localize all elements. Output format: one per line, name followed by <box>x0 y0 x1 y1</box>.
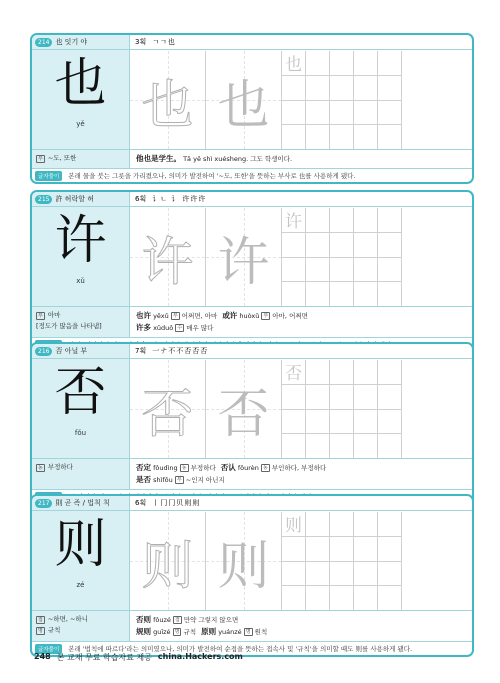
practice-cell[interactable] <box>330 360 353 385</box>
trace-char: 则 <box>141 536 194 597</box>
stroke-order: ㄱㄱ也 <box>152 38 176 46</box>
practice-cell[interactable] <box>354 410 377 435</box>
practice-cell[interactable] <box>282 282 305 306</box>
definition <box>36 614 125 625</box>
char-number-badge: 214 <box>35 38 52 47</box>
practice-cell[interactable] <box>282 101 305 126</box>
practice-cell[interactable] <box>330 208 353 233</box>
hanzi-card <box>30 342 474 505</box>
pos-tag: 동 <box>181 465 187 471</box>
practice-cell[interactable] <box>282 434 305 458</box>
practice-column[interactable] <box>378 208 402 306</box>
practice-cell[interactable] <box>306 258 329 283</box>
practice-cell[interactable] <box>282 360 305 385</box>
practice-cell[interactable] <box>330 233 353 258</box>
practice-cell[interactable] <box>330 410 353 435</box>
char-panel <box>32 35 130 149</box>
trace-cell[interactable] <box>206 208 282 306</box>
practice-cell[interactable] <box>306 101 329 126</box>
example-gloss: ~인지 아닌지 <box>185 476 225 484</box>
definition-text: 아마 <box>47 311 61 319</box>
definition-text: 규칙 <box>47 626 61 634</box>
practice-column[interactable] <box>306 360 330 458</box>
page-footer <box>34 652 243 663</box>
example <box>136 614 238 626</box>
example-line <box>136 614 466 626</box>
trace-char: 也 <box>141 75 194 136</box>
example-word: 他也是学生。 <box>136 154 181 163</box>
practice-cell[interactable] <box>306 410 329 435</box>
practice-column[interactable] <box>354 360 378 458</box>
practice-cell[interactable] <box>306 208 329 233</box>
example-line <box>136 153 466 165</box>
pos-tag: 동 <box>262 465 268 471</box>
practice-cell[interactable] <box>354 233 377 258</box>
example-gloss: 매우 많다 <box>186 324 214 332</box>
trace-cell[interactable] <box>130 208 206 306</box>
example-word: 许多 <box>136 323 151 332</box>
example-word: 或许 <box>222 311 238 320</box>
examples <box>130 459 472 489</box>
trace-char: 许 <box>217 232 270 293</box>
pos-tag: 접 <box>174 617 180 623</box>
practice-cell[interactable] <box>306 51 329 76</box>
example-pinyin: Tā yě shì xuésheng. <box>183 155 249 163</box>
stroke-count: 6획 <box>135 499 147 507</box>
pos-tag: 부 <box>172 313 178 319</box>
practice-cell[interactable] <box>306 76 329 101</box>
practice-column[interactable] <box>330 512 354 610</box>
example-gloss: 규칙 <box>183 628 197 636</box>
trace-cell[interactable] <box>130 512 206 610</box>
char-panel <box>32 192 130 306</box>
pinyin: yě <box>76 120 85 128</box>
practice-cell[interactable] <box>354 282 377 306</box>
example-pinyin: yěxǔ <box>153 312 169 320</box>
trace-char: 也 <box>217 75 270 136</box>
practice-cell[interactable] <box>306 537 329 562</box>
trace-char: 则 <box>285 516 302 537</box>
example-gloss: 만약 그렇지 않으면 <box>183 616 239 624</box>
practice-column[interactable] <box>306 208 330 306</box>
example-gloss: 부인하다, 부정하다 <box>271 464 327 472</box>
practice-column[interactable] <box>354 51 378 149</box>
practice-cell[interactable] <box>354 208 377 233</box>
trace-char: 许 <box>285 212 302 233</box>
practice-cell[interactable] <box>282 586 305 610</box>
main-character: 否 <box>54 363 107 423</box>
practice-cell[interactable] <box>354 385 377 410</box>
practice-cell[interactable] <box>282 410 305 435</box>
practice-cell[interactable] <box>282 258 305 283</box>
etymology-note <box>32 168 472 182</box>
practice-cell[interactable] <box>378 410 401 435</box>
example-pinyin: yuánzé <box>218 628 242 636</box>
practice-cell[interactable] <box>306 233 329 258</box>
example-line <box>136 474 466 486</box>
practice-cell[interactable] <box>354 360 377 385</box>
practice-column[interactable] <box>354 512 378 610</box>
definitions <box>32 307 130 337</box>
hanzi-card <box>30 494 474 657</box>
pos-tag: 명 <box>174 629 180 635</box>
practice-column[interactable] <box>282 208 306 306</box>
example-line <box>136 310 466 322</box>
practice-cell[interactable] <box>378 586 401 610</box>
writing-practice <box>130 35 472 149</box>
example-gloss: 아마, 어쩌면 <box>272 312 308 320</box>
practice-cell[interactable] <box>354 101 377 126</box>
practice-cell[interactable] <box>354 537 377 562</box>
example <box>136 474 225 486</box>
main-character: 也 <box>54 54 107 114</box>
practice-column[interactable] <box>330 208 354 306</box>
example-word: 规则 <box>136 627 151 636</box>
example-line <box>136 462 466 474</box>
pos-tag: 명 <box>245 629 251 635</box>
practice-cell[interactable] <box>354 586 377 610</box>
definition-text: 부정하다 <box>47 463 73 471</box>
definition <box>36 310 125 321</box>
practice-cell[interactable] <box>378 258 401 283</box>
example-word: 否认 <box>220 463 236 472</box>
practice-cell[interactable] <box>306 360 329 385</box>
main-character: 许 <box>54 211 107 271</box>
trace-char: 许 <box>141 232 194 293</box>
definition-text: ~하면, ~하니 <box>47 615 88 623</box>
pos-tag: 부 <box>38 312 43 319</box>
trace-cell[interactable] <box>206 512 282 610</box>
example-word: 是否 <box>136 475 151 484</box>
definition <box>36 153 125 164</box>
example <box>222 310 308 322</box>
definitions <box>32 611 130 641</box>
example-pinyin: guīzé <box>153 628 171 636</box>
example <box>136 322 213 334</box>
pinyin: xǔ <box>76 277 85 285</box>
practice-column[interactable] <box>378 360 402 458</box>
example-line <box>136 322 466 334</box>
pos-tag: 수 <box>177 325 183 331</box>
practice-cell[interactable] <box>354 76 377 101</box>
definition-text: ~도, 또한 <box>47 154 77 162</box>
practice-cell[interactable] <box>330 125 353 149</box>
trace-char: 否 <box>285 364 302 385</box>
example <box>136 153 292 165</box>
stroke-order: 一ナ不不否否否 <box>152 347 209 355</box>
stroke-count: 3획 <box>135 38 147 46</box>
practice-cell[interactable] <box>330 101 353 126</box>
stroke-count: 7획 <box>135 347 147 355</box>
example-word: 原则 <box>201 627 217 636</box>
practice-cell[interactable] <box>378 51 401 76</box>
definitions <box>32 150 130 168</box>
practice-cell[interactable] <box>354 51 377 76</box>
practice-cell[interactable] <box>378 537 401 562</box>
practice-cell[interactable] <box>378 360 401 385</box>
pos-tag: 명 <box>38 627 43 634</box>
stroke-count: 6획 <box>135 195 147 203</box>
example-word: 否则 <box>136 615 151 624</box>
practice-cell[interactable] <box>306 562 329 587</box>
example-word: 否定 <box>136 463 151 472</box>
pos-tag: 접 <box>38 616 43 623</box>
practice-cell[interactable] <box>330 537 353 562</box>
practice-column[interactable] <box>378 512 402 610</box>
note-text: 본래 '법칙에 따르다'라는 의미였으나, 의미가 발전하여 순접을 뜻하는 접속사 및 '규칙'을 의미할 때도 则를 사용하게 됐다. <box>68 645 413 653</box>
practice-column[interactable] <box>282 51 306 149</box>
practice-cell[interactable] <box>354 258 377 283</box>
trace-char: 否 <box>141 384 194 445</box>
practice-cell[interactable] <box>282 208 305 233</box>
practice-cell[interactable] <box>378 101 401 126</box>
note-text: 본래 물을 붓는 그릇을 가리켰으나, 의미가 발전하여 '~도, 또한'을 뜻하는 부사로 也를 사용하게 됐다. <box>68 172 356 180</box>
practice-cell[interactable] <box>378 208 401 233</box>
practice-cell[interactable] <box>378 282 401 306</box>
trace-cell[interactable] <box>130 51 206 149</box>
practice-cell[interactable] <box>378 76 401 101</box>
practice-column[interactable] <box>282 512 306 610</box>
practice-cell[interactable] <box>282 76 305 101</box>
example <box>136 310 217 322</box>
footer-url[interactable]: china.Hackers.com <box>157 652 243 661</box>
example-pinyin: shìfǒu <box>153 476 173 484</box>
pinyin: zé <box>76 581 85 589</box>
char-meaning: 許 허락할 허 <box>55 195 94 203</box>
trace-char: 则 <box>217 536 270 597</box>
example-word: 也许 <box>136 311 151 320</box>
practice-cell[interactable] <box>306 512 329 537</box>
practice-column[interactable] <box>330 51 354 149</box>
practice-cell[interactable] <box>354 512 377 537</box>
trace-char: 否 <box>217 384 270 445</box>
page-number: 248 <box>34 652 51 661</box>
definition <box>36 321 125 332</box>
trace-cell[interactable] <box>130 360 206 458</box>
practice-cell[interactable] <box>378 385 401 410</box>
trace-cell[interactable] <box>206 51 282 149</box>
stroke-order: 讠ㄴ 讠 许许许 <box>152 195 207 203</box>
practice-column[interactable] <box>306 51 330 149</box>
writing-practice <box>130 496 472 610</box>
char-number-badge: 215 <box>35 195 52 204</box>
practice-cell[interactable] <box>330 434 353 458</box>
example-gloss: 원칙 <box>254 628 268 636</box>
practice-cell[interactable] <box>354 434 377 458</box>
practice-cell[interactable] <box>354 125 377 149</box>
hanzi-card <box>30 190 474 353</box>
char-meaning: 則 곧 즉 / 법칙 칙 <box>55 499 110 507</box>
stroke-order: 丨冂冂贝则则 <box>152 499 201 507</box>
note-label: 글자풀이 <box>35 644 62 654</box>
practice-cell[interactable] <box>282 512 305 537</box>
main-character: 则 <box>54 515 107 575</box>
trace-char: 也 <box>285 55 302 76</box>
pos-tag: 동 <box>38 464 43 471</box>
char-meaning: 也 잇기 야 <box>55 38 88 46</box>
example <box>201 626 267 638</box>
practice-column[interactable] <box>330 360 354 458</box>
example-pinyin: huòxǔ <box>239 312 260 320</box>
practice-cell[interactable] <box>378 562 401 587</box>
practice-cell[interactable] <box>330 51 353 76</box>
examples <box>130 307 472 337</box>
practice-column[interactable] <box>354 208 378 306</box>
practice-cell[interactable] <box>306 385 329 410</box>
writing-practice <box>130 192 472 306</box>
definitions <box>32 459 130 489</box>
note-label: 글자풀이 <box>35 171 62 181</box>
char-meaning: 否 아닐 부 <box>55 347 88 355</box>
hanzi-card <box>30 33 474 184</box>
char-panel <box>32 496 130 610</box>
practice-cell[interactable] <box>330 76 353 101</box>
practice-cell[interactable] <box>282 562 305 587</box>
definition <box>36 625 125 636</box>
example-gloss: 어쩌면, 아마 <box>181 312 218 320</box>
examples <box>130 150 472 168</box>
example-pinyin: fǒudìng <box>153 464 178 472</box>
practice-cell[interactable] <box>282 51 305 76</box>
practice-column[interactable] <box>282 360 306 458</box>
practice-cell[interactable] <box>330 385 353 410</box>
practice-cell[interactable] <box>330 282 353 306</box>
practice-cell[interactable] <box>330 258 353 283</box>
practice-cell[interactable] <box>330 586 353 610</box>
example-line <box>136 626 466 638</box>
practice-cell[interactable] <box>282 233 305 258</box>
trace-cell[interactable] <box>206 360 282 458</box>
writing-practice <box>130 344 472 458</box>
practice-cell[interactable] <box>378 512 401 537</box>
example-gloss: 그도 학생이다. <box>250 155 293 163</box>
practice-cell[interactable] <box>282 537 305 562</box>
practice-cell[interactable] <box>282 125 305 149</box>
practice-cell[interactable] <box>306 125 329 149</box>
practice-cell[interactable] <box>306 586 329 610</box>
practice-cell[interactable] <box>330 512 353 537</box>
definition-text: [정도가 많음을 나타냄] <box>36 322 102 330</box>
example-pinyin: fǒuzé <box>153 616 171 624</box>
practice-cell[interactable] <box>378 125 401 149</box>
practice-cell[interactable] <box>378 233 401 258</box>
char-number-badge: 216 <box>35 347 52 356</box>
example-pinyin: xǔduō <box>153 324 174 332</box>
practice-cell[interactable] <box>354 562 377 587</box>
pinyin: fǒu <box>74 429 87 437</box>
example-pinyin: fǒurèn <box>237 464 259 472</box>
examples <box>130 611 472 641</box>
practice-column[interactable] <box>378 51 402 149</box>
example <box>136 626 196 638</box>
pos-tag: 부 <box>176 477 182 483</box>
example-gloss: 부정하다 <box>190 464 216 472</box>
practice-cell[interactable] <box>330 562 353 587</box>
practice-cell[interactable] <box>378 434 401 458</box>
example <box>221 462 327 474</box>
example <box>136 462 216 474</box>
practice-column[interactable] <box>306 512 330 610</box>
footer-text: 본 교재 무료 학습자료 제공 <box>56 653 152 662</box>
practice-cell[interactable] <box>306 434 329 458</box>
practice-cell[interactable] <box>306 282 329 306</box>
char-number-badge: 217 <box>35 499 52 508</box>
pos-tag: 부 <box>263 313 269 319</box>
practice-cell[interactable] <box>282 385 305 410</box>
definition <box>36 462 125 473</box>
pos-tag: 부 <box>38 155 43 162</box>
char-panel <box>32 344 130 458</box>
